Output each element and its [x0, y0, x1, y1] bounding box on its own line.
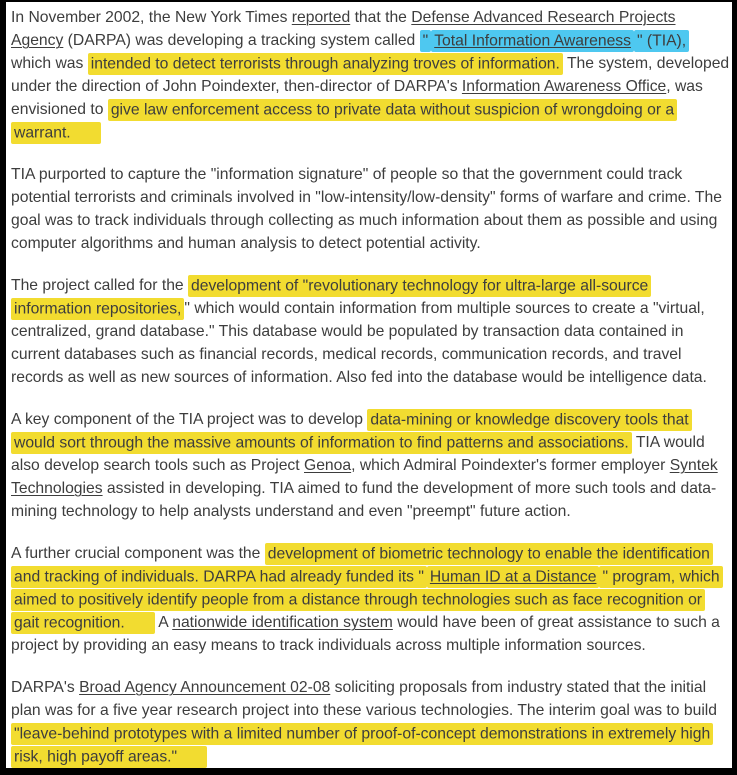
text-link[interactable]: Human ID at a Distance	[427, 566, 600, 588]
text-link[interactable]: Defense Advanced Research Projects Agency	[11, 9, 676, 49]
text-segment: The system, developed under the direction of John Poindexter, then-director of DARPA's	[11, 55, 730, 95]
text-segment: TIA would also develop search tools such as Project	[11, 434, 705, 474]
text-link[interactable]: Genoa	[304, 457, 352, 474]
paragraph	[11, 163, 730, 255]
text-segment: (DARPA) was developing a tracking system called	[63, 32, 420, 49]
paragraph	[11, 274, 730, 389]
highlighted-text: warrant.	[11, 122, 101, 144]
highlighted-text: "	[420, 30, 432, 52]
text-segment: The project called for the	[11, 277, 189, 294]
paragraph	[11, 542, 730, 657]
text-link[interactable]: Information Awareness Office	[461, 78, 667, 95]
paragraph	[11, 676, 730, 768]
text-segment: DARPA's	[11, 679, 80, 696]
text-segment: A key component of the TIA project was to develop	[11, 411, 368, 428]
highlighted-text: gait recognition.	[11, 612, 155, 634]
text-link[interactable]: Syntek Technologies	[11, 457, 718, 497]
text-link[interactable]: Total Information Awareness	[431, 30, 634, 52]
text-link[interactable]: reported	[291, 9, 351, 26]
paragraph	[11, 6, 730, 144]
highlighted-text: risk, high payoff areas."	[11, 746, 207, 768]
highlighted-text: development of "revolutionary technology for ultra-large all-source information repositories,	[11, 275, 651, 320]
paragraph	[11, 408, 730, 523]
highlighted-text: " (TIA),	[634, 30, 689, 52]
text-segment: A	[154, 614, 173, 631]
text-segment: would have been of great assistance to such a project by providing an easy means to track individuals across multiple information sources.	[11, 614, 720, 654]
text-link[interactable]: nationwide identification system	[172, 614, 393, 631]
highlighted-text: "leave-behind prototypes with a limited number of proof-of-concept demonstrations in extremely high	[11, 723, 713, 745]
text-segment: , was envisioned to	[11, 78, 703, 118]
text-segment: which was	[11, 55, 88, 72]
text-segment: soliciting proposals from industry stated that the initial plan was for a five year research project into these various technologies. The interim goal was to build	[11, 679, 718, 719]
text-segment: TIA purported to capture the "information signature" of people so that the government could track potential terrorists and criminals involved in "low-intensity/low-density" forms of warfare and crime. The goal was to track individuals through collecting as much information about them as possible and using computer algorithms and human analysis to detect potential activity.	[11, 166, 722, 252]
text-segment: , which Admiral Poindexter's former employer	[351, 457, 670, 474]
text-segment: assisted in developing. TIA aimed to fund the development of more such tools and data-mining technology to help analysts understand and even "preempt" future action.	[11, 480, 717, 520]
highlighted-text: development of biometric technology to enable the identification and tracking of individuals. DARPA had already funded its "	[11, 543, 713, 588]
text-segment: A further crucial component was the	[11, 545, 265, 562]
highlighted-text: give law enforcement access to private data without suspicion of wrongdoing or a	[108, 99, 677, 121]
highlighted-text: intended to detect terrorists through analyzing troves of information.	[88, 53, 563, 75]
text-segment: that the	[350, 9, 412, 26]
article-body	[6, 2, 732, 768]
text-segment: In November 2002, the New York Times	[11, 9, 292, 26]
highlighted-text: data-mining or knowledge discovery tools that would sort through the massive amounts of information to find patterns and associations.	[11, 409, 692, 454]
text-segment: " which would contain information from multiple sources to create a "virtual, centralized, grand database." This database would be populated by transaction data contained in current databases such as financial records, medical records, communication records, and travel records as well as new sources of information. Also fed into the database would be intelligence data.	[11, 300, 707, 386]
highlighted-text: " program, which aimed to positively identify people from a distance through technologies such as face recognition or	[11, 566, 723, 611]
text-link[interactable]: Broad Agency Announcement 02-08	[79, 679, 331, 696]
